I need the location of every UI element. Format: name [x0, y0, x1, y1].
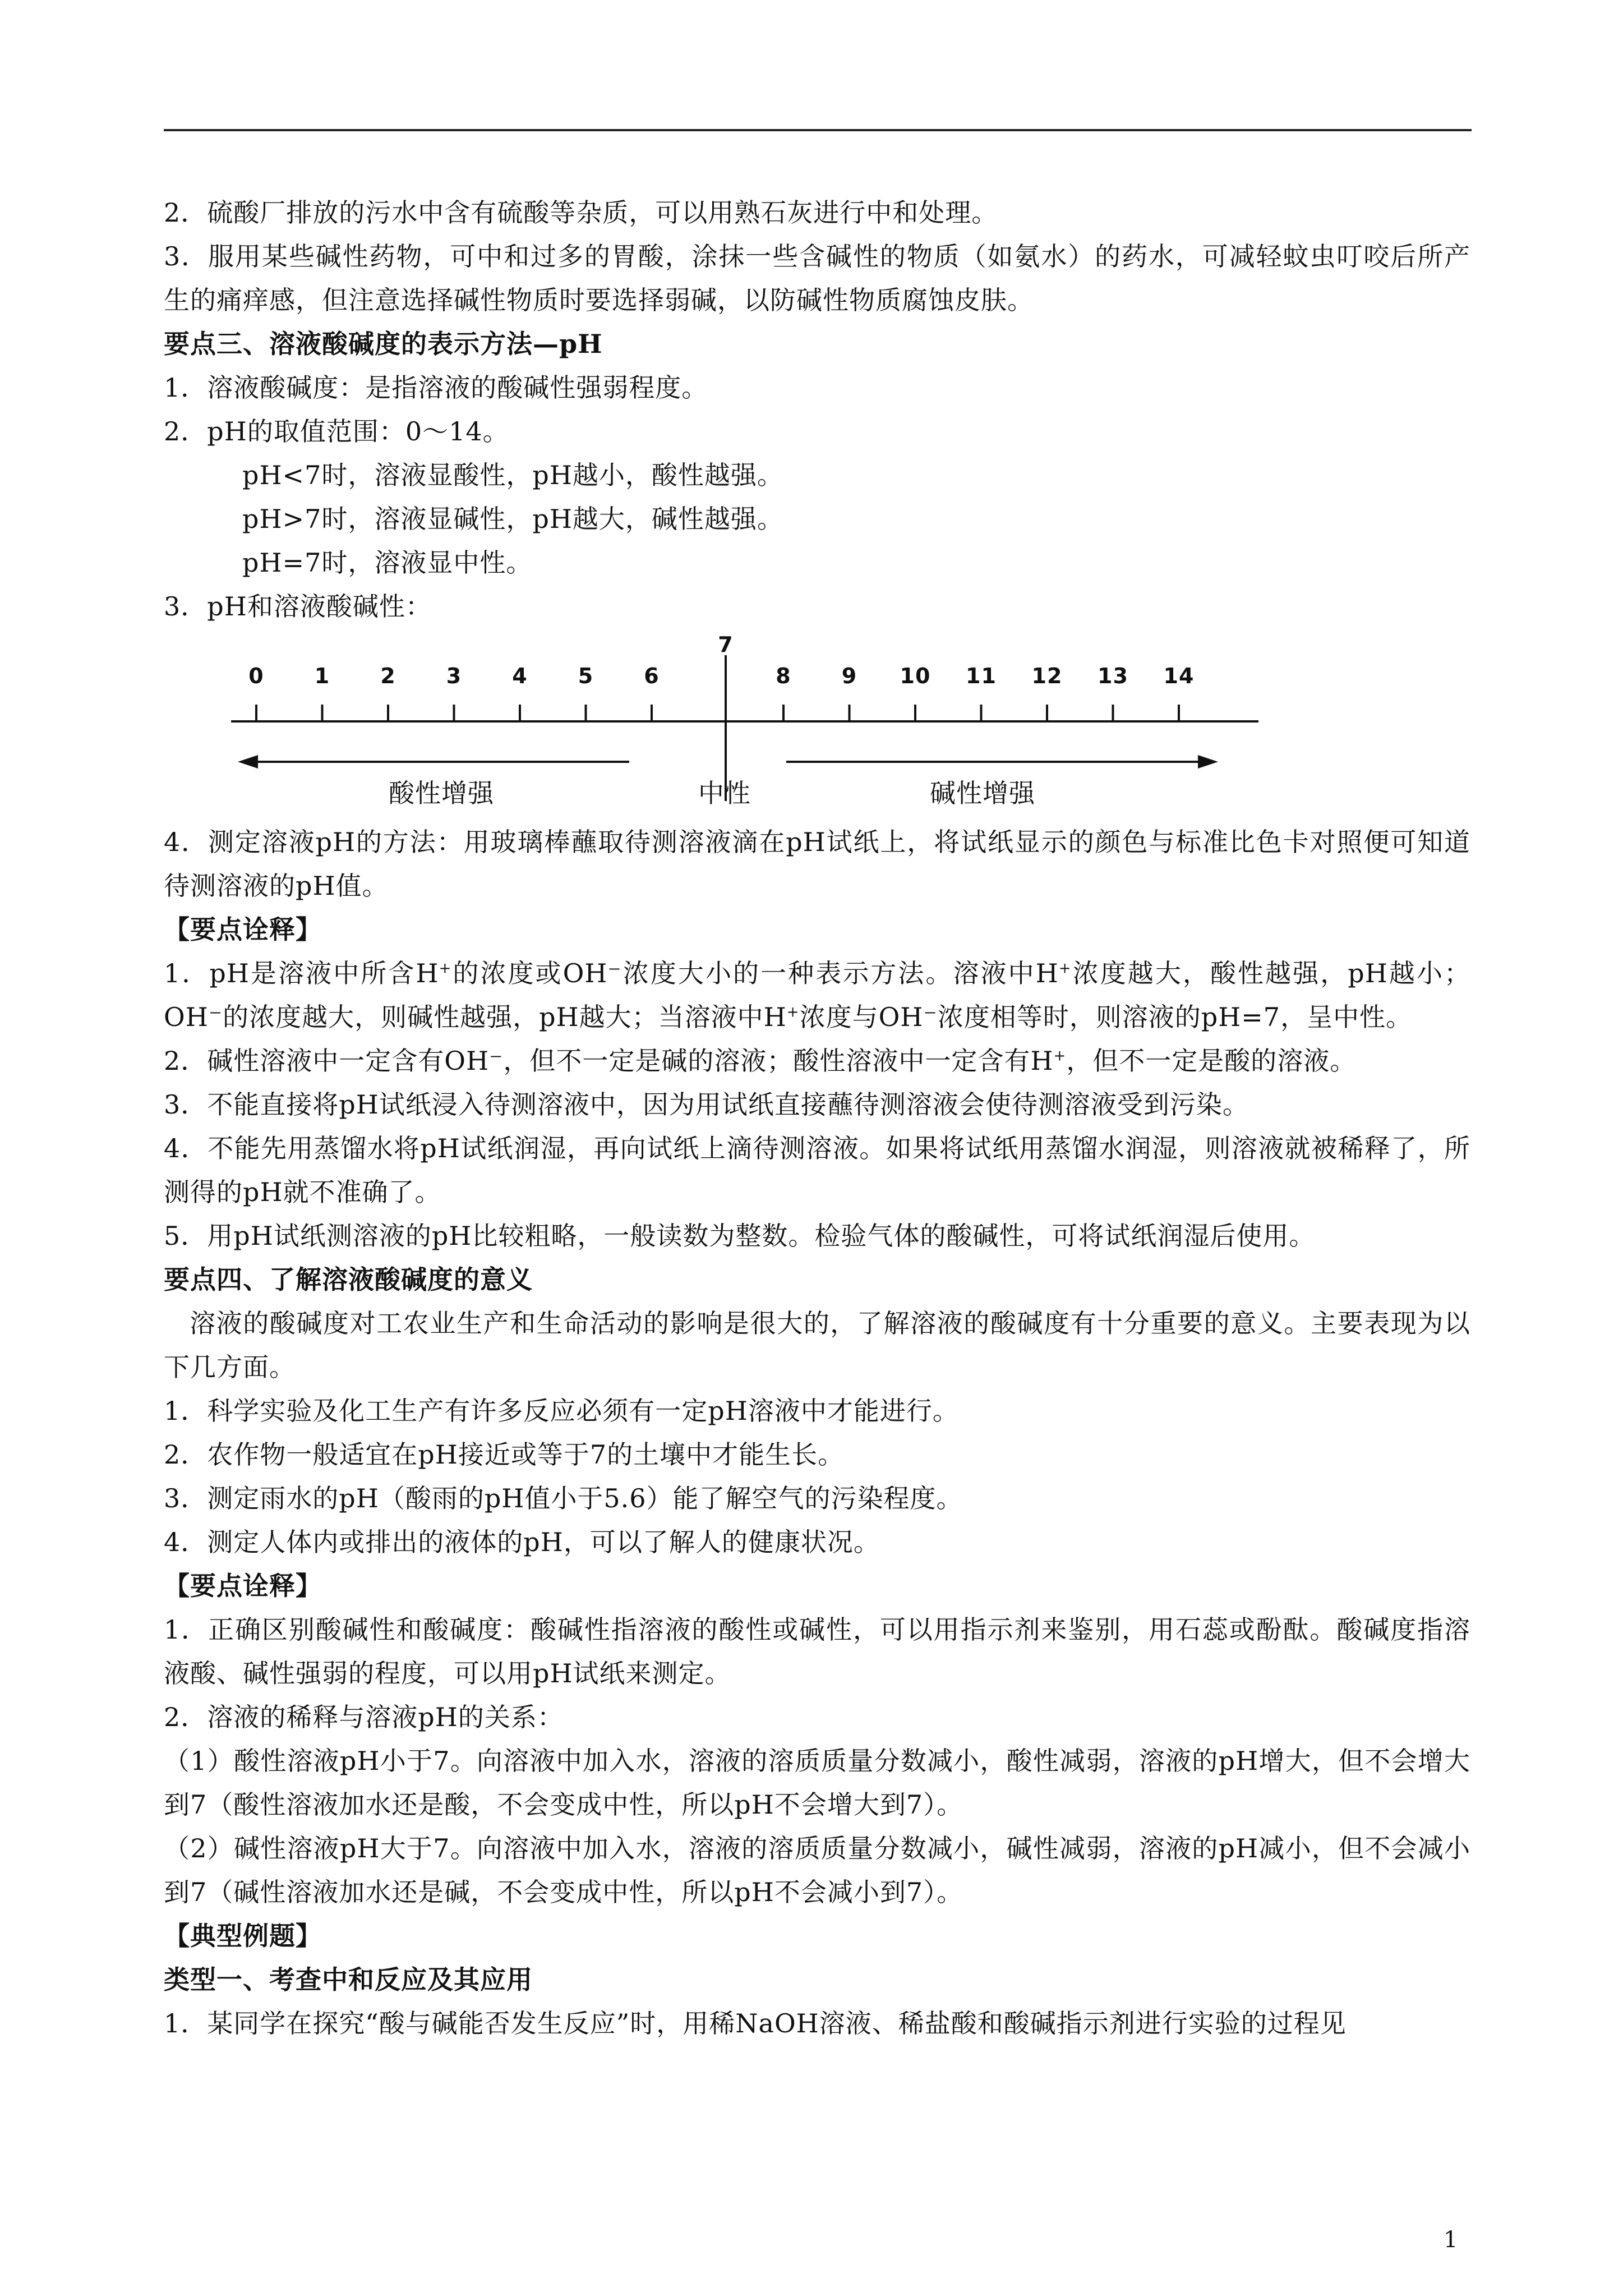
acid-label: 酸性增强: [389, 778, 494, 808]
section-heading: 类型一、考查中和反应及其应用: [164, 1964, 533, 1995]
ph-tick-label: 5: [578, 664, 594, 688]
text-run: 浓度与OH⁻浓度相等时，则溶液的pH=7，呈中性。: [799, 1002, 1413, 1032]
paragraph: 1．正确区别酸碱性和酸碱度：酸碱性指溶液的酸性或碱性，可以用指示剂来鉴别，用石蕊或酚酞。酸碱度指溶液酸、碱性强弱的程度，可以用pH试纸来测定。: [164, 1614, 1470, 1688]
ph-tick-label: 13: [1098, 664, 1128, 688]
ph-tick-label: 1: [314, 664, 330, 688]
ph-tick-label: 6: [644, 664, 660, 688]
page-number: 1: [1444, 2227, 1458, 2253]
ph-scale-svg: [225, 633, 1291, 812]
paragraph: 1．溶液酸碱度：是指溶液的酸碱性强弱程度。: [164, 372, 708, 403]
ph-tick-label: 9: [841, 664, 857, 688]
superscript: +: [1058, 960, 1072, 977]
header-rule: [164, 129, 1472, 131]
text-run: 浓度越大，酸性越强，pH越小；OH⁻的浓度越大，则碱性越强，pH越大；当溶液中H: [164, 958, 1471, 1032]
paragraph: 2．溶液的稀释与溶液pH的关系：: [164, 1702, 564, 1732]
ph-tick-label: 8: [776, 664, 791, 688]
ph-tick-label: 2: [380, 664, 396, 688]
ph-scale-diagram: [164, 628, 1470, 817]
acid-arrow-head: [238, 755, 258, 769]
paragraph: 4．测定溶液pH的方法：用玻璃棒蘸取待测溶液滴在pH试纸上，将试纸显示的颜色与标准比色卡对照便可知道待测溶液的pH值。: [164, 827, 1470, 901]
text-run: 1．pH是溶液中所含H: [164, 958, 439, 988]
ph-tick-label: 4: [512, 664, 528, 688]
paragraph: 溶液的酸碱度对工农业生产和生命活动的影响是很大的，了解溶液的酸碱度有十分重要的意义。主要表现为以下几方面。: [164, 1308, 1470, 1382]
section-heading: 要点四、了解溶液酸碱度的意义: [164, 1264, 533, 1295]
paragraph: 5．用pH试纸测溶液的pH比较粗略，一般读数为整数。检验气体的酸碱性，可将试纸润湿后使用。: [164, 1221, 1316, 1251]
ph-tick-label: 11: [966, 664, 997, 688]
text-run: ，但不一定是酸的溶液。: [1066, 1046, 1357, 1076]
paragraph: 3．服用某些碱性药物，可中和过多的胃酸，涂抹一些含碱性的物质（如氨水）的药水，可减轻蚊虫叮咬后所产生的痛痒感，但注意选择碱性物质时要选择弱碱，以防碱性物质腐蚀皮肤。: [164, 241, 1470, 315]
section-heading: 【要点诠释】: [164, 1571, 322, 1601]
paragraph: 2．硫酸厂排放的污水中含有硫酸等杂质，可以用熟石灰进行中和处理。: [164, 197, 998, 228]
paragraph: [164, 951, 1470, 1039]
paragraph: （1）酸性溶液pH小于7。向溶液中加入水，溶液的溶质质量分数减小，酸性减弱，溶液的pH增大，但不会增大到7（酸性溶液加水还是酸，不会变成中性，所以pH不会增大到7）。: [164, 1746, 1470, 1820]
ph-tick-label: 0: [248, 664, 264, 688]
paragraph: pH=7时，溶液显中性。: [242, 547, 533, 578]
superscript: +: [786, 1004, 800, 1021]
paragraph: 3．pH和溶液酸碱性：: [164, 591, 432, 622]
paragraph: 1．科学实验及化工生产有许多反应必须有一定pH溶液中才能进行。: [164, 1396, 959, 1426]
document-body: [164, 191, 1470, 2045]
ph-tick-label: 14: [1163, 664, 1195, 688]
section-heading: 【要点诠释】: [164, 914, 322, 945]
ph-tick-label: 7: [718, 633, 734, 657]
paragraph: 1．某同学在探究“酸与碱能否发生反应”时，用稀NaOH溶液、稀盐酸和酸碱指示剂进行实验的过程见: [164, 2008, 1347, 2039]
ph-tick-label: 12: [1031, 664, 1063, 688]
paragraph: 2．pH的取值范围：0～14。: [164, 416, 509, 447]
paragraph: 4．不能先用蒸馏水将pH试纸润湿，再向试纸上滴待测溶液。如果将试纸用蒸馏水润湿，则溶液就被稀释了，所测得的pH就不准确了。: [164, 1133, 1470, 1207]
ph-tick-label: 10: [900, 664, 931, 688]
base-label: 碱性增强: [930, 778, 1035, 808]
section-heading: 【典型例题】: [164, 1921, 322, 1951]
superscript: +: [1053, 1047, 1067, 1065]
paragraph: pH>7时，溶液显碱性，pH越大，碱性越强。: [242, 504, 783, 534]
paragraph: pH<7时，溶液显酸性，pH越小，酸性越强。: [242, 460, 783, 490]
text-run: 2．碱性溶液中一定含有OH⁻，但不一定是碱的溶液；酸性溶液中一定含有H: [164, 1046, 1054, 1076]
superscript: +: [439, 960, 452, 977]
base-arrow-head: [1198, 755, 1218, 769]
paragraph: 2．农作物一般适宜在pH接近或等于7的土壤中才能生长。: [164, 1439, 845, 1470]
text-run: 的浓度或OH⁻浓度大小的一种表示方法。溶液中H: [451, 958, 1059, 988]
ph-tick-label: 3: [446, 664, 462, 688]
paragraph: [164, 1039, 1470, 1083]
neutral-label: 中性: [698, 778, 751, 808]
paragraph: 3．不能直接将pH试纸浸入待测溶液中，因为用试纸直接蘸待测溶液会使待测溶液受到污染。: [164, 1089, 1249, 1120]
section-heading: 要点三、溶液酸碱度的表示方法—pH: [164, 329, 603, 359]
paragraph: 3．测定雨水的pH（酸雨的pH值小于5.6）能了解空气的污染程度。: [164, 1483, 963, 1513]
paragraph: （2）碱性溶液pH大于7。向溶液中加入水，溶液的溶质质量分数减小，碱性减弱，溶液的pH减小，但不会减小到7（碱性溶液加水还是碱，不会变成中性，所以pH不会减小到7）。: [164, 1833, 1470, 1907]
paragraph: 4．测定人体内或排出的液体的pH，可以了解人的健康状况。: [164, 1527, 880, 1557]
